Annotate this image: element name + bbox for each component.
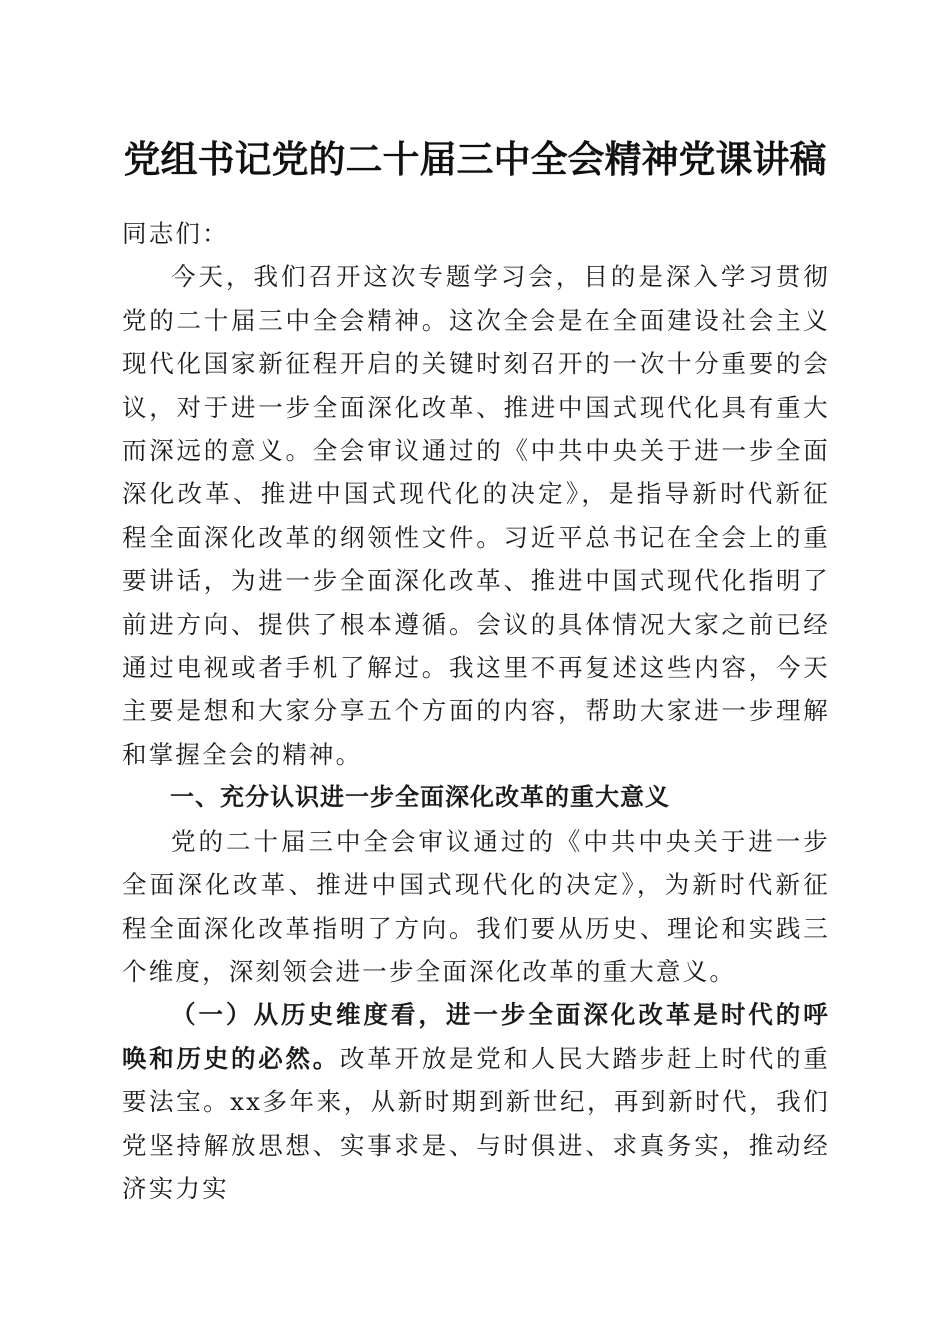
salutation: 同志们： bbox=[122, 219, 229, 248]
document-body bbox=[122, 212, 830, 1210]
section-1-heading: 一、充分认识进一步全面深化改革的重大意义 bbox=[170, 783, 670, 812]
intro-paragraph: 今天，我们召开这次专题学习会，目的是深入学习贯彻党的二十届三中全会精神。这次全会是在全面建设社会主义现代化国家新征程开启的关键时刻召开的一次十分重要的会议，对于进一步全面深化改革、推进中国式现代化具有重大而深远的意义。全会审议通过的《中共中央关于进一步全面深化改革、推进中国式现代化的决定》，是指导新时代新征程全面深化改革的纲领性文件。习近平总书记在全会上的重要讲话，为进一步全面深化改革、推进中国式现代化指明了前进方向、提供了根本遵循。会议的具体情况大家之前已经通过电视或者手机了解过。我这里不再复述这些内容，今天主要是想和大家分享五个方面的内容，帮助大家进一步理解和掌握全会的精神。 bbox=[122, 262, 830, 769]
subsection-1-paragraph bbox=[122, 993, 830, 1210]
document-title: 党组书记党的二十届三中全会精神党课讲稿 bbox=[123, 137, 827, 181]
section-1-paragraph: 党的二十届三中全会审议通过的《中共中央关于进一步全面深化改革、推进中国式现代化的决定》，为新时代新征程全面深化改革指明了方向。我们要从历史、理论和实践三个维度，深刻领会进一步全面深化改革的重大意义。 bbox=[122, 826, 830, 986]
subsection-1-text: 改革开放是党和人民大踏步赶上时代的重要法宝。xx多年来，从新时期到新世纪，再到新时代，我们党坚持解放思想、实事求是、与时俱进、求真务实，推动经济实力实 bbox=[122, 1043, 830, 1203]
subsection-1-lead: （一）从历史维度看，进一步全面深化改革是时代的呼唤和历史的必然。 bbox=[122, 1000, 830, 1073]
